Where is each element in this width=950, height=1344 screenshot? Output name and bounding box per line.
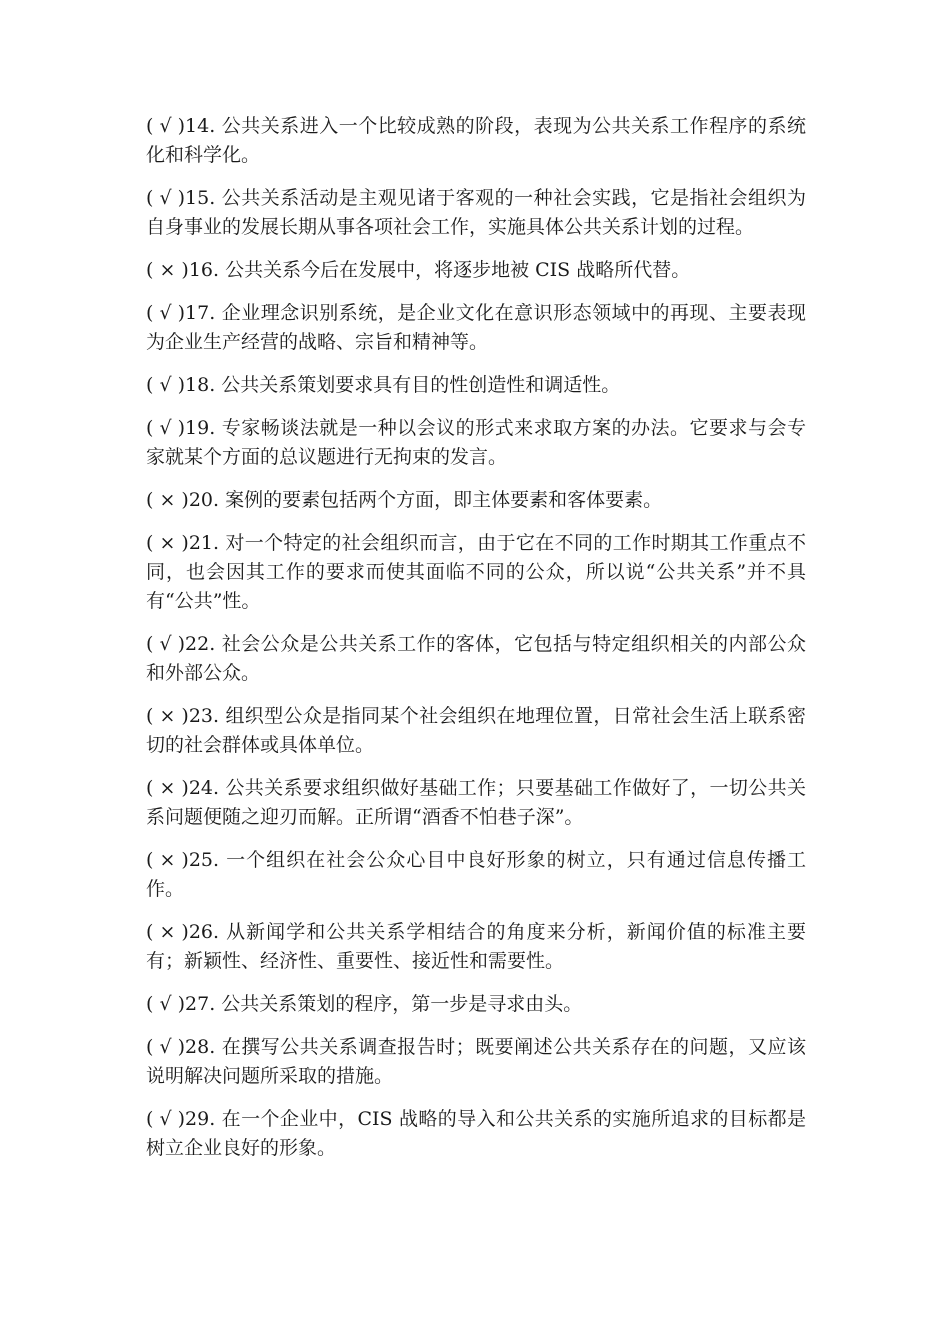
question-text: 29. 在一个企业中，CIS 战略的导入和公共关系的实施所追求的目标都是树立企业良好的形象。 bbox=[146, 1108, 806, 1159]
answer-mark: ( × ) bbox=[146, 259, 189, 281]
answer-mark: ( × ) bbox=[146, 777, 189, 799]
question-item bbox=[146, 774, 806, 832]
question-text: 19. 专家畅谈法就是一种以会议的形式来求取方案的办法。它要求与会专家就某个方面的总议题进行无拘束的发言。 bbox=[146, 417, 806, 468]
question-text: 25. 一个组织在社会公众心目中良好形象的树立，只有通过信息传播工作。 bbox=[146, 849, 806, 900]
question-item bbox=[146, 918, 806, 976]
question-text: 16. 公共关系今后在发展中，将逐步地被 CIS 战略所代替。 bbox=[188, 259, 691, 281]
question-item bbox=[146, 414, 806, 472]
question-item bbox=[146, 299, 806, 357]
question-text: 15. 公共关系活动是主观见诸于客观的一种社会实践，它是指社会组织为自身事业的发展长期从事各项社会工作，实施具体公共关系计划的过程。 bbox=[146, 187, 806, 238]
answer-mark: ( √ ) bbox=[146, 633, 186, 655]
answer-mark: ( √ ) bbox=[146, 417, 186, 439]
answer-mark: ( × ) bbox=[146, 921, 189, 943]
question-item bbox=[146, 1105, 806, 1163]
answer-mark: ( √ ) bbox=[146, 1108, 186, 1130]
question-text: 20. 案例的要素包括两个方面，即主体要素和客体要素。 bbox=[188, 489, 663, 511]
question-text: 21. 对一个特定的社会组织而言，由于它在不同的工作时期其工作重点不同，也会因其工作的要求而使其面临不同的公众，所以说“公共关系”并不具有“公共”性。 bbox=[146, 532, 806, 612]
answer-mark: ( √ ) bbox=[146, 993, 186, 1015]
question-text: 23. 组织型公众是指同某个社会组织在地理位置，日常社会生活上联系密切的社会群体或具体单位。 bbox=[146, 705, 806, 756]
question-item bbox=[146, 486, 806, 515]
answer-mark: ( × ) bbox=[146, 489, 189, 511]
answer-mark: ( × ) bbox=[146, 849, 189, 871]
question-text: 14. 公共关系进入一个比较成熟的阶段，表现为公共关系工作程序的系统化和科学化。 bbox=[146, 115, 806, 166]
question-item bbox=[146, 1033, 806, 1091]
question-text: 17. 企业理念识别系统，是企业文化在意识形态领域中的再现、主要表现为企业生产经营的战略、宗旨和精神等。 bbox=[146, 302, 806, 353]
question-item bbox=[146, 630, 806, 688]
question-text: 22. 社会公众是公共关系工作的客体，它包括与特定组织相关的内部公众和外部公众。 bbox=[146, 633, 806, 684]
question-item bbox=[146, 990, 806, 1019]
question-text: 24. 公共关系要求组织做好基础工作；只要基础工作做好了，一切公共关系问题便随之迎刃而解。正所谓“酒香不怕巷子深”。 bbox=[146, 777, 806, 828]
answer-mark: ( × ) bbox=[146, 705, 189, 727]
answer-mark: ( √ ) bbox=[146, 187, 186, 209]
question-text: 26. 从新闻学和公共关系学相结合的角度来分析，新闻价值的标准主要有；新颖性、经济性、重要性、接近性和需要性。 bbox=[146, 921, 806, 972]
answer-mark: ( × ) bbox=[146, 532, 189, 554]
question-text: 18. 公共关系策划要求具有目的性创造性和调适性。 bbox=[185, 374, 621, 396]
answer-mark: ( √ ) bbox=[146, 115, 186, 137]
document-page bbox=[146, 112, 806, 1177]
answer-mark: ( √ ) bbox=[146, 1036, 186, 1058]
answer-mark: ( √ ) bbox=[146, 302, 186, 324]
question-text: 27. 公共关系策划的程序，第一步是寻求由头。 bbox=[185, 993, 583, 1015]
question-item bbox=[146, 529, 806, 616]
question-item bbox=[146, 702, 806, 760]
question-item bbox=[146, 184, 806, 242]
question-item bbox=[146, 371, 806, 400]
question-text: 28. 在撰写公共关系调查报告时；既要阐述公共关系存在的问题，又应该说明解决问题所采取的措施。 bbox=[146, 1036, 806, 1087]
answer-mark: ( √ ) bbox=[146, 374, 186, 396]
question-item bbox=[146, 846, 806, 904]
question-item bbox=[146, 112, 806, 170]
question-item bbox=[146, 256, 806, 285]
